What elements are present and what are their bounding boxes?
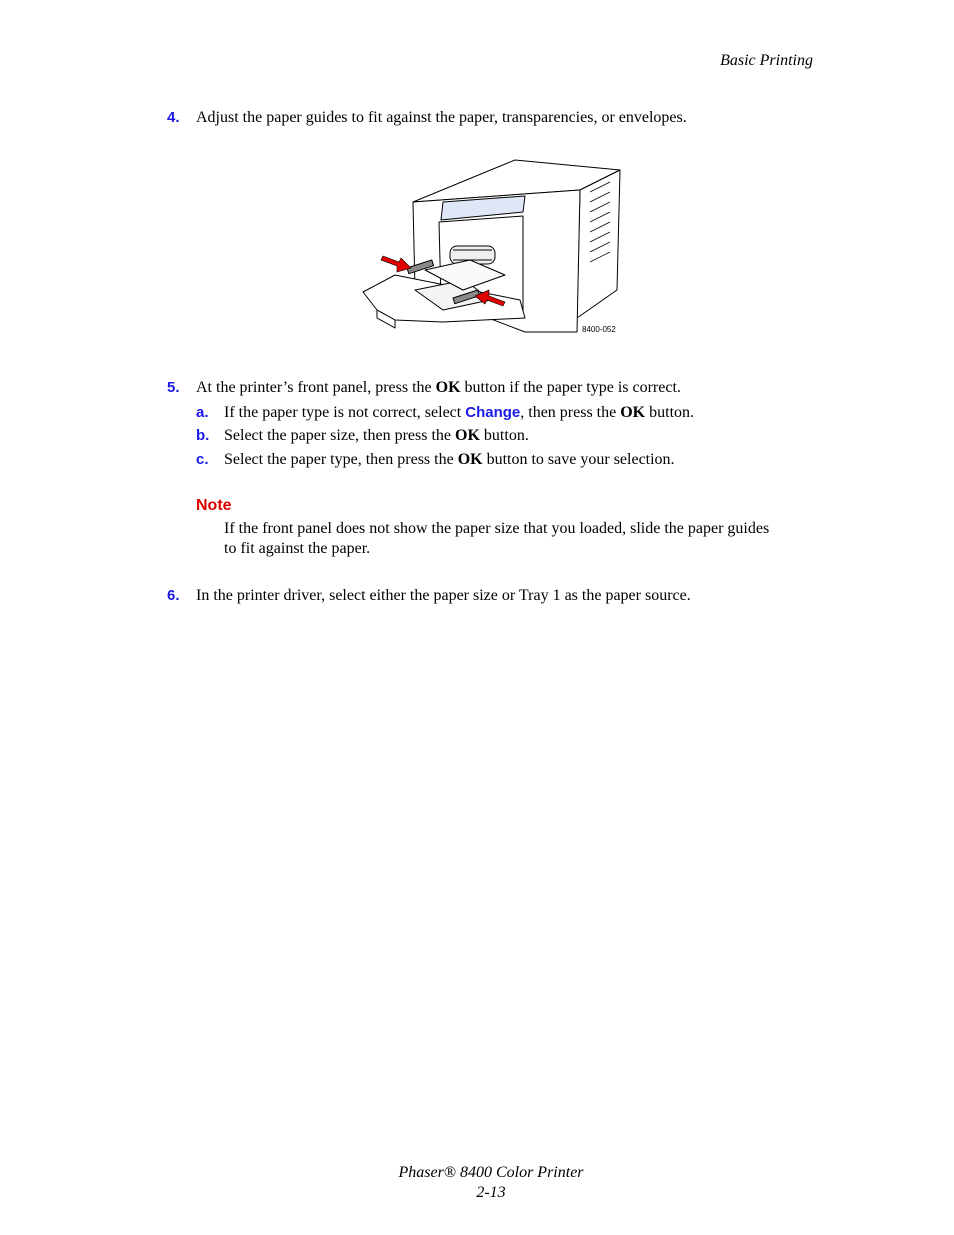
step-text [196,379,681,397]
step-number: 5. [167,379,180,396]
text-segment: At the printer’s front panel, press the [196,379,436,396]
product-name: Phaser® 8400 Color Printer [398,1164,584,1181]
note-label: Note [196,497,232,514]
step-number: 4. [167,109,180,126]
text-segment: Select the paper type, then press the [224,451,458,468]
ok-keyword: OK [455,427,480,444]
substep-text [224,427,529,445]
figure-id: 8400-052 [582,325,616,334]
printer-illustration [355,150,625,340]
page-number: 2-13 [476,1184,506,1201]
substep-letter: c. [196,451,209,468]
step-text: In the printer driver, select either the paper size or Tray 1 as the paper source. [196,587,691,604]
substep-text [224,451,675,469]
page-footer [0,1163,954,1203]
note-line: If the front panel does not show the paper size that you loaded, slide the paper guides [224,520,770,537]
ok-keyword: OK [620,404,646,421]
ok-keyword: OK [435,379,461,396]
text-segment: button to save your selection. [482,451,675,468]
text-segment: , then press the [520,404,621,421]
step-number: 6. [167,587,180,604]
text-segment: button. [479,427,529,444]
ok-keyword: OK [457,451,483,468]
substep-text [224,404,694,422]
substep-letter: a. [196,404,209,421]
text-segment: button if the paper type is correct. [460,379,681,396]
change-option: Change [465,404,521,421]
note-body [224,519,824,559]
text-segment: If the paper type is not correct, select [224,404,466,421]
substep-letter: b. [196,427,210,444]
running-header: Basic Printing [720,52,813,69]
note-line: to fit against the paper. [224,540,371,557]
text-segment: button. [645,404,695,421]
arrow-icon [381,256,411,272]
text-segment: Select the paper size, then press the [224,427,456,444]
step-text: Adjust the paper guides to fit against the paper, transparencies, or envelopes. [196,109,687,126]
